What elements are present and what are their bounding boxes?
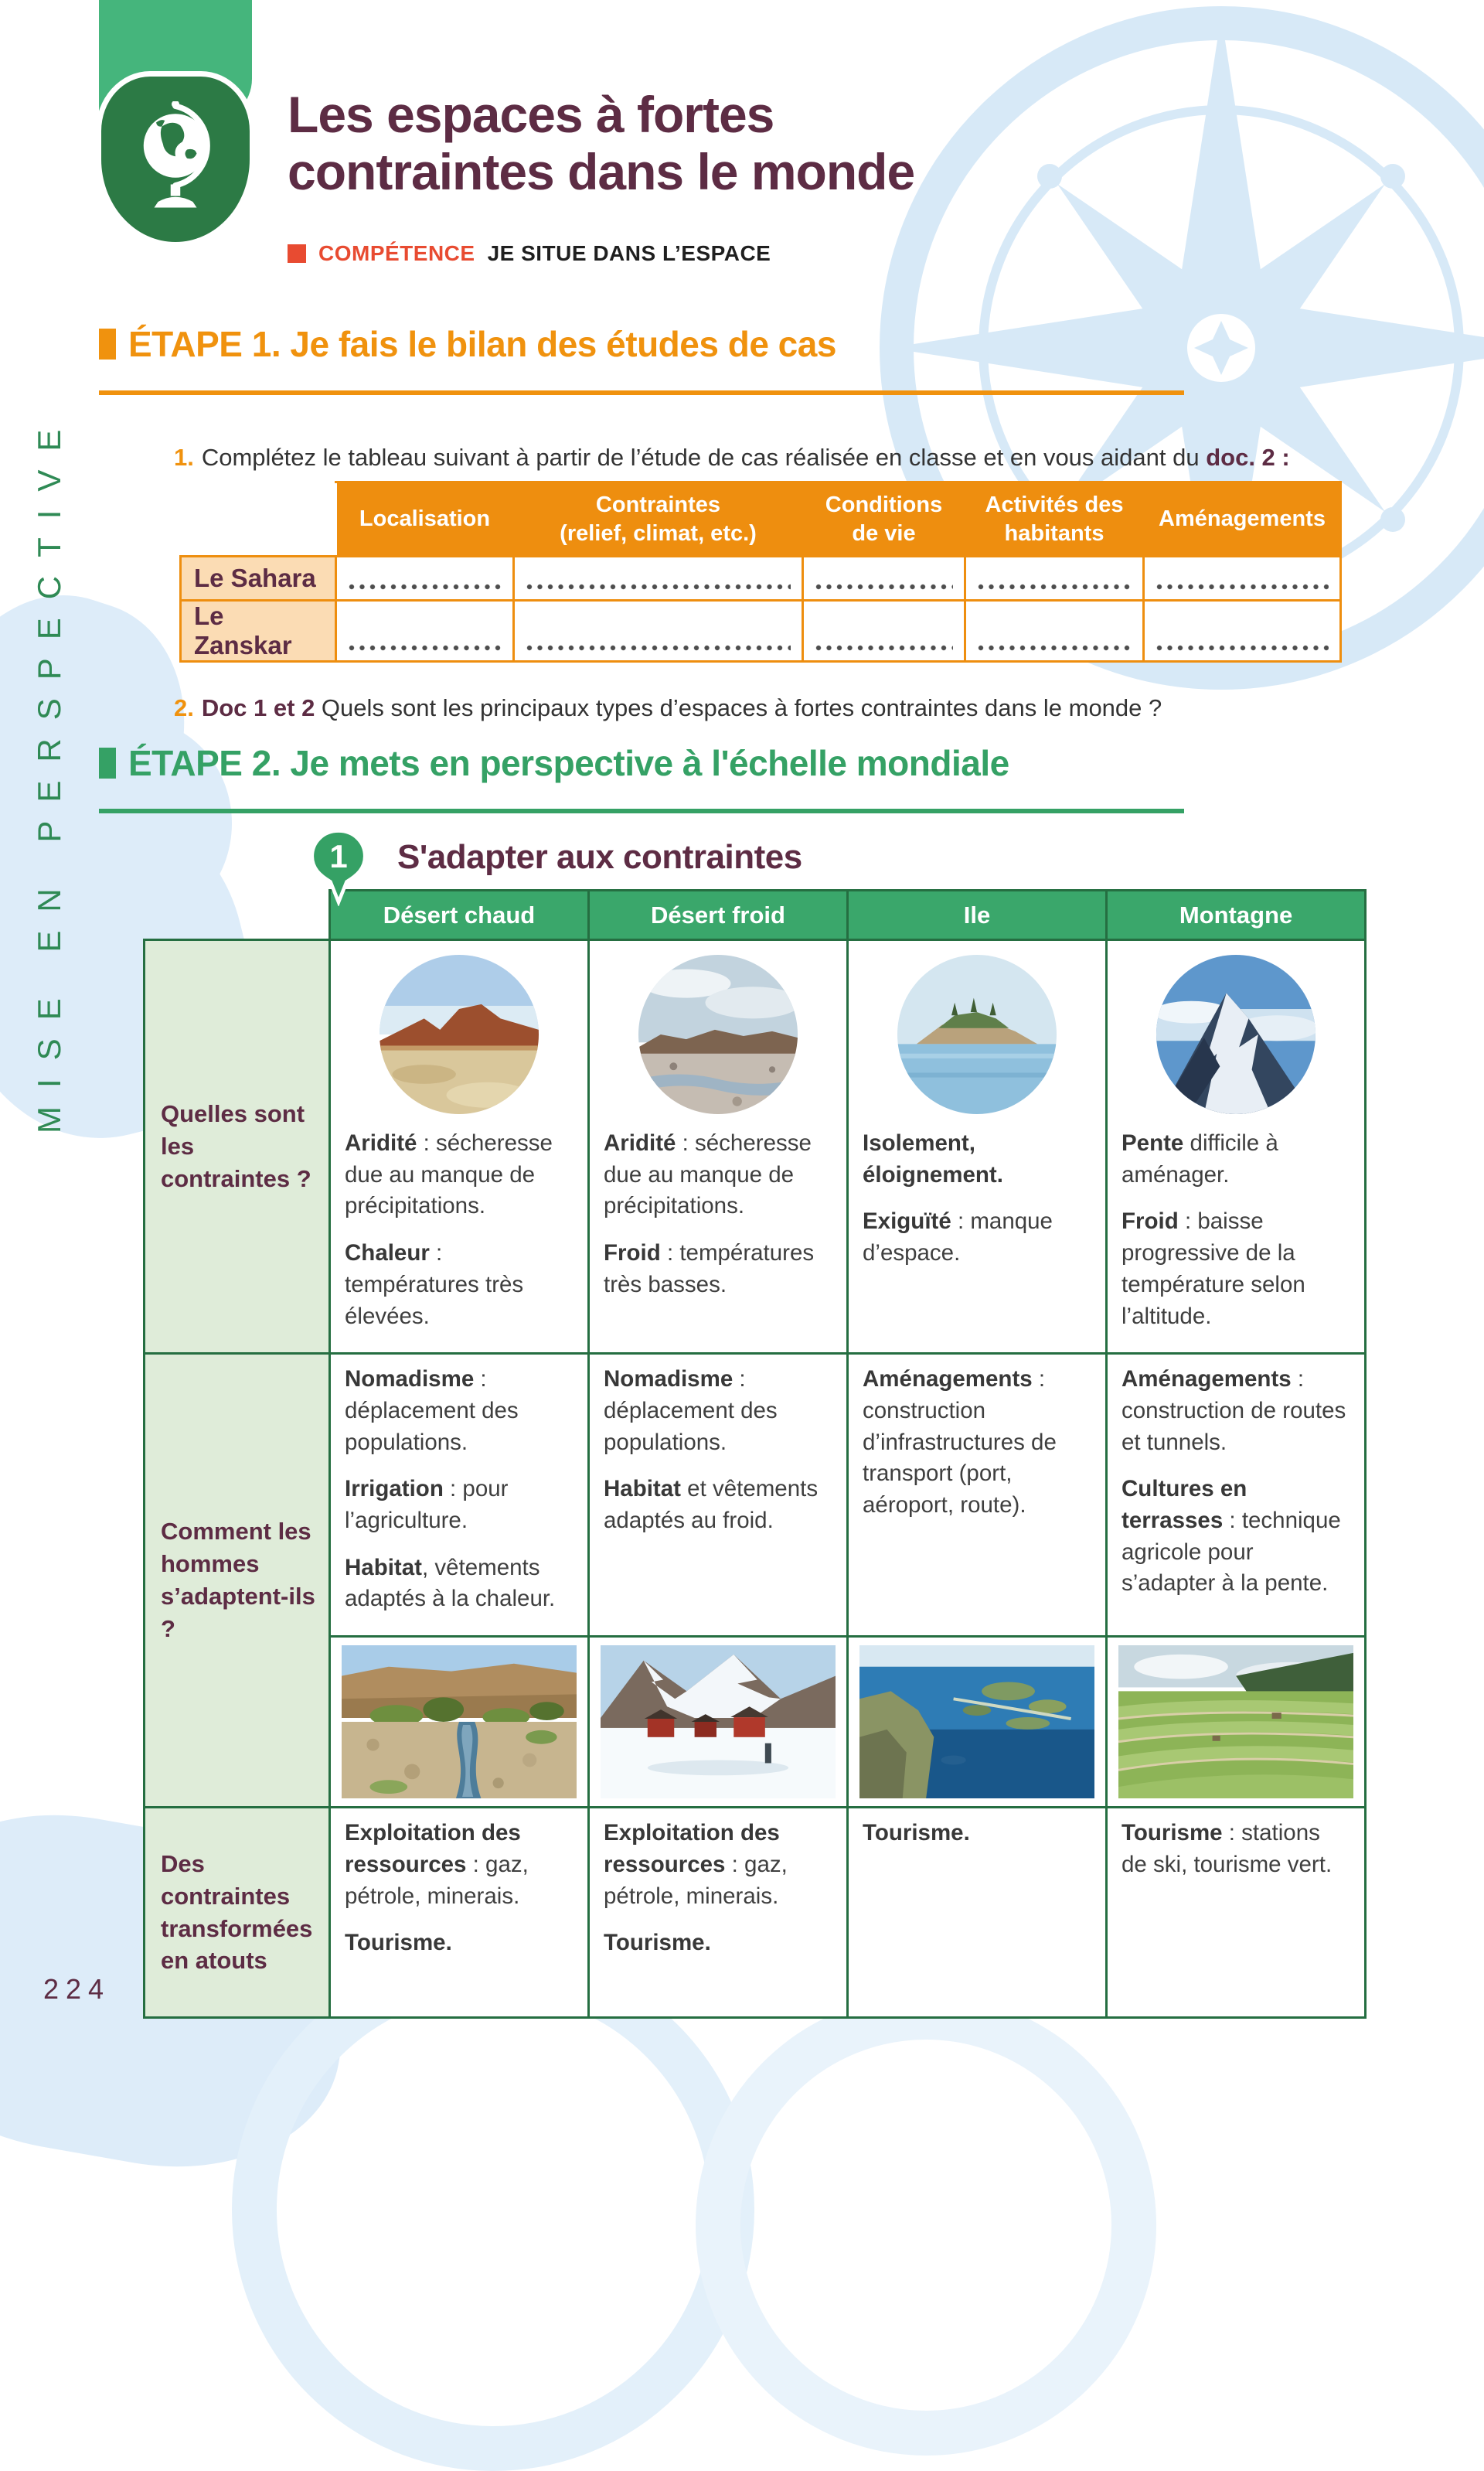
map-pin-icon [308, 829, 369, 906]
cell-photo-archipel [848, 1637, 1107, 1808]
answer-cell [965, 557, 1144, 601]
etape1-heading: ÉTAPE 1. Je fais le bilan des études de cas [99, 323, 836, 365]
bilan-table-corner [181, 482, 336, 557]
cell-adaptation-ile: Aménagements : construction d’infrastructures de transport (port, aéroport, route). [848, 1354, 1107, 1637]
cell-contraintes-desert-chaud: Aridité : sécheresse due au manque de précipitations. Chaleur : températures très élevées. [330, 940, 589, 1354]
cell-atouts-desert-chaud: Exploitation des ressources : gaz, pétrole, minerais. Tourisme. [330, 1808, 589, 2018]
dotted-line [815, 644, 953, 652]
column-header-contraintes: Contraintes (relief, climat, etc.) [514, 482, 803, 557]
answer-cell [514, 557, 803, 601]
column-header-amenagements: Aménagements [1144, 482, 1341, 557]
chapter-strip-label: MISE EN PERSPECTIVE [31, 411, 67, 1133]
cell-contraintes-desert-froid: Aridité : sécheresse due au manque de précipitations. Froid : températures très basses. [589, 940, 848, 1354]
dotted-line [348, 644, 502, 652]
dotted-line [977, 644, 1132, 652]
dotted-line [977, 583, 1132, 591]
competence-line [288, 241, 771, 266]
answer-cell [803, 557, 965, 601]
row-label-contraintes: Quelles sont les contraintes ? [145, 940, 330, 1354]
cell-atouts-ile: Tourisme. [848, 1808, 1107, 2018]
dotted-line [526, 644, 791, 652]
photo-cultures-terrasses [1118, 1645, 1353, 1798]
table-row [145, 1354, 1366, 1637]
photo-oasis-irrigation [342, 1645, 577, 1798]
page-title-line1: Les espaces à fortes [288, 86, 774, 143]
photo-village-sous-neige [601, 1645, 836, 1798]
question-2: 2. Doc 1 et 2 Quels sont les principaux types d’espaces à fortes contraintes dans le monde ? [174, 694, 1162, 721]
photo-archipel [859, 1645, 1094, 1798]
dotted-line [1156, 644, 1329, 652]
answer-cell [336, 557, 514, 601]
etape2-rule [99, 809, 1184, 813]
column-header-montagne: Montagne [1107, 891, 1366, 940]
page-title-line2: contraintes dans le monde [288, 142, 915, 200]
bilan-table [179, 481, 1342, 663]
activity-title: S'adapter aux contraintes [397, 838, 802, 876]
dotted-line [526, 583, 791, 591]
cell-atouts-montagne: Tourisme : stations de ski, tourisme vert. [1107, 1808, 1366, 2018]
column-header-desert-froid: Désert froid [589, 891, 848, 940]
photo-desert-froid [638, 955, 798, 1114]
cell-adaptation-desert-froid: Nomadisme : déplacement des populations. Habitat et vêtements adaptés au froid. [589, 1354, 848, 1637]
question-1: 1. Complétez le tableau suivant à partir de l’étude de cas réalisée en classe et en vous aidant du doc. 2 : [174, 444, 1290, 471]
table-row [181, 601, 1341, 662]
cell-adaptation-montagne: Aménagements : construction de routes et tunnels. Cultures en terrasses : technique agricole pour s’adapter à la pente. [1107, 1354, 1366, 1637]
decor-ring [696, 1995, 1156, 2456]
chapter-logo [99, 0, 252, 255]
cell-atouts-desert-froid: Exploitation des ressources : gaz, pétrole, minerais. Tourisme. [589, 1808, 848, 2018]
answer-cell [1144, 601, 1341, 662]
etape2-heading: ÉTAPE 2. Je mets en perspective à l'échelle mondiale [99, 742, 1009, 784]
competence-label: COMPÉTENCE [318, 241, 475, 265]
photo-montagne [1156, 955, 1316, 1114]
adaptation-table [143, 889, 1367, 2019]
column-header-desert-chaud: Désert chaud [330, 891, 589, 940]
etape1-rule [99, 390, 1184, 395]
question-1-number: 1. [174, 444, 194, 471]
column-header-localisation: Localisation [336, 482, 514, 557]
photo-desert-chaud [380, 955, 539, 1114]
activity-header [308, 829, 802, 906]
row-label-zanskar: Le Zanskar [181, 601, 336, 662]
photo-ile [897, 955, 1057, 1114]
table-row [145, 940, 1366, 1354]
globe-icon [96, 71, 255, 247]
competence-value: JE SITUE DANS L’ESPACE [487, 241, 771, 265]
activity-number: 1 [329, 838, 348, 874]
etape1-bullet-icon [99, 329, 116, 360]
dotted-line [815, 583, 953, 591]
column-header-conditions: Conditions de vie [803, 482, 965, 557]
cell-contraintes-montagne: Pente difficile à aménager. Froid : baisse progressive de la température selon l’altitude. [1107, 940, 1366, 1354]
cell-adaptation-desert-chaud: Nomadisme : déplacement des populations. Irrigation : pour l’agriculture. Habitat, vêtements adaptés à la chaleur. [330, 1354, 589, 1637]
row-label-atouts: Des contraintes transformées en atouts [145, 1808, 330, 2018]
column-header-ile: Ile [848, 891, 1107, 940]
answer-cell [336, 601, 514, 662]
table-row [181, 557, 1341, 601]
dotted-line [348, 583, 502, 591]
answer-cell [965, 601, 1144, 662]
table-row [145, 1808, 1366, 2018]
cell-photo-terrasses [1107, 1637, 1366, 1808]
decor-ring [232, 1948, 754, 2471]
dotted-line [1156, 583, 1329, 591]
etape2-bullet-icon [99, 748, 116, 779]
page-title [288, 87, 914, 201]
row-label-adaptation: Comment les hommes s’adaptent-ils ? [145, 1354, 330, 1808]
competence-square-icon [288, 244, 306, 263]
adaptation-table-corner [145, 891, 330, 940]
cell-photo-oasis [330, 1637, 589, 1808]
page-number: 224 [43, 1973, 111, 2005]
answer-cell [514, 601, 803, 662]
question-2-number: 2. [174, 694, 194, 721]
answer-cell [1144, 557, 1341, 601]
row-label-sahara: Le Sahara [181, 557, 336, 601]
answer-cell [803, 601, 965, 662]
cell-photo-village-neige [589, 1637, 848, 1808]
column-header-activites: Activités des habitants [965, 482, 1144, 557]
cell-contraintes-ile: Isolement, éloignement. Exiguïté : manque d’espace. [848, 940, 1107, 1354]
